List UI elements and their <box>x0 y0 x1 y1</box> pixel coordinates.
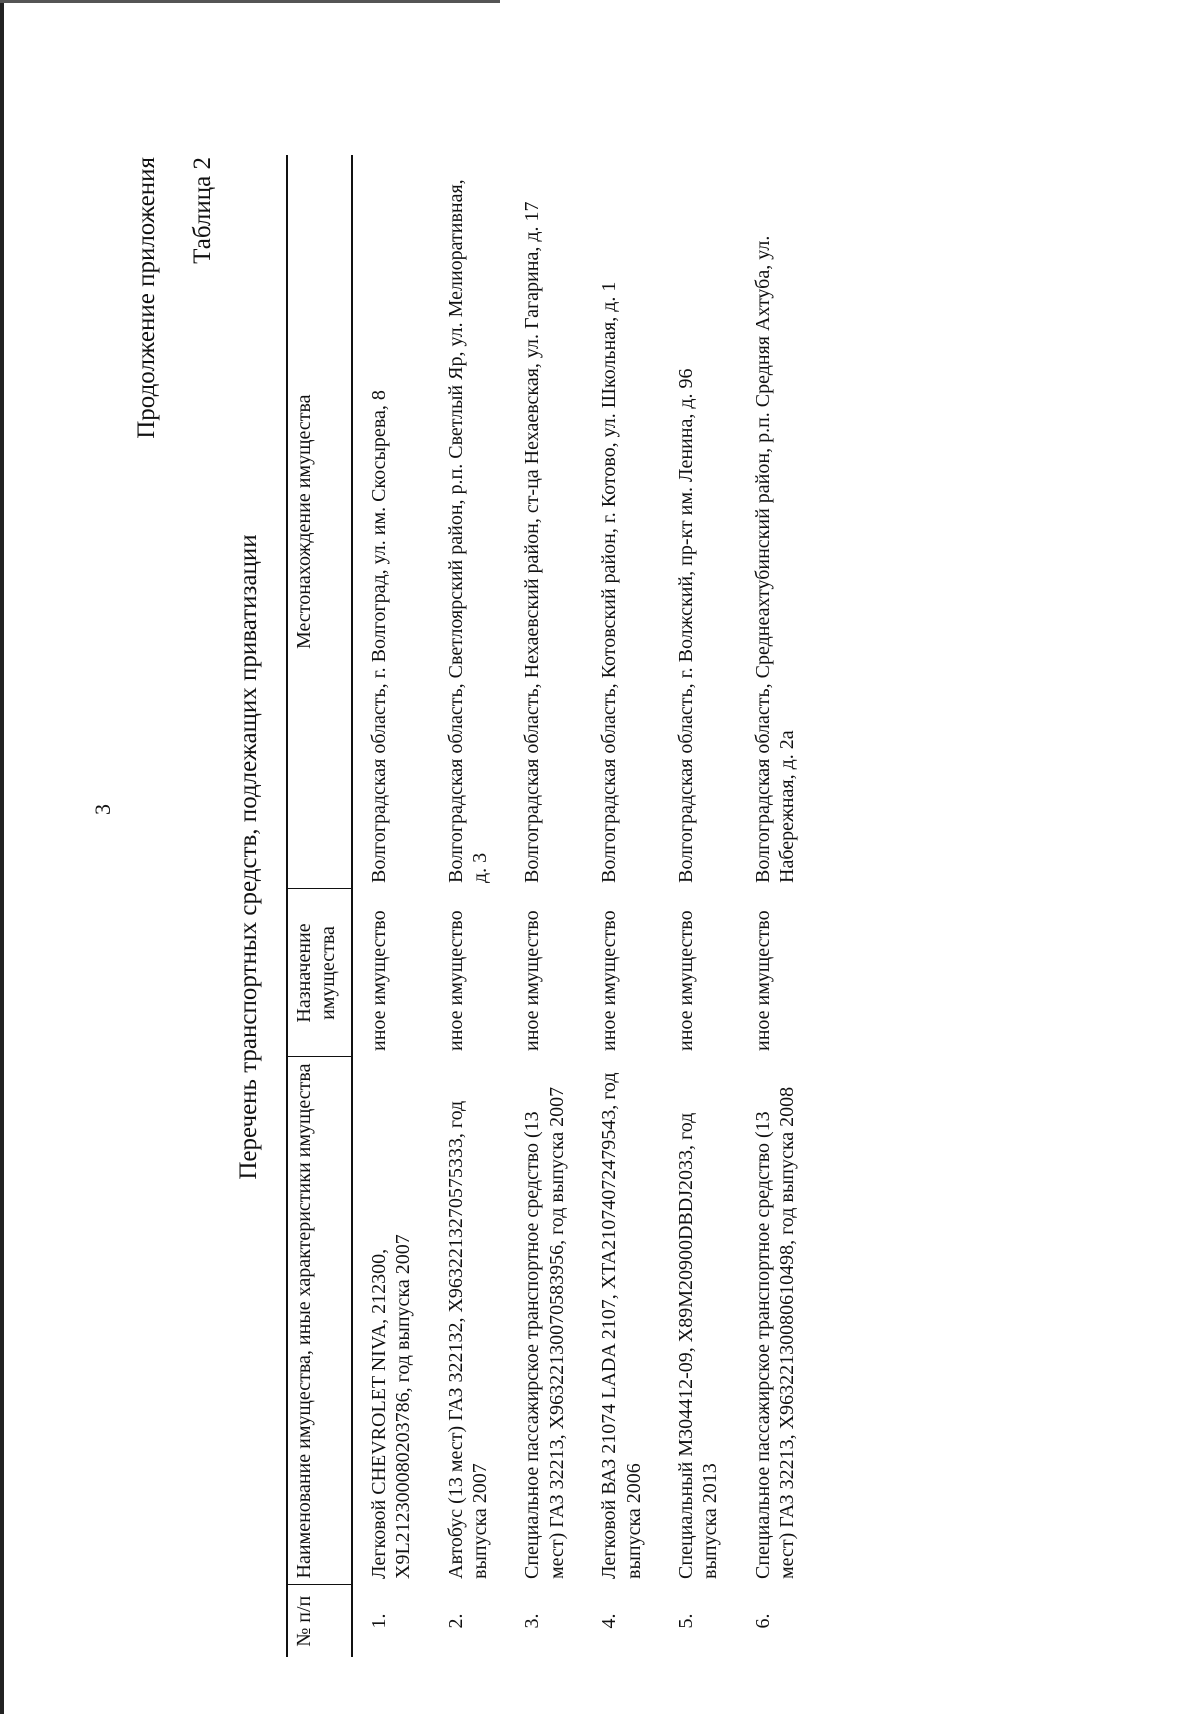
table-row <box>583 155 660 1657</box>
table-row <box>660 155 737 1657</box>
row-name: Легковой ВАЗ 21074 LADA 2107, XTA21074072479543, год выпуска 2006 <box>598 1072 645 1579</box>
scan-edge-line <box>0 0 4 1714</box>
row-purpose: иное имущество <box>598 910 621 1051</box>
row-location: Волгоградская область, г. Волгоград, ул. им. Скосырева, 8 <box>367 390 390 883</box>
document-title: Перечень транспортных средств, подлежащих приватизации <box>235 534 262 1180</box>
vehicles-table <box>286 155 813 1657</box>
table-row <box>737 155 814 1657</box>
table-row <box>352 155 430 1657</box>
row-name: Специальное пассажирское транспортное средство (13 мест) ГАЗ 32213, X96322130080610498, год выпуска 2008 <box>751 1086 799 1579</box>
row-name: Легковой CHEVROLET NIVA, 212300, X9L212300080203786, год выпуска 2007 <box>367 1234 415 1579</box>
row-purpose: иное имущество <box>367 910 390 1051</box>
row-number: 5. <box>674 1613 697 1629</box>
row-location: Волгоградская область, Среднеахтубинский район, р.п. Средняя Ахтуба, ул. Набережная, д. 2а <box>751 235 799 883</box>
table-row <box>506 155 583 1657</box>
row-purpose: иное имущество <box>751 910 774 1051</box>
scan-top-line <box>0 0 500 3</box>
column-header-name: Наименование имущества, иные характеристики имущества <box>287 1057 352 1585</box>
page-number: 3 <box>90 804 115 815</box>
table-header-row <box>287 155 352 1657</box>
row-purpose: иное имущество <box>444 910 467 1051</box>
row-number: 4. <box>598 1613 621 1629</box>
row-location: Волгоградская область, Светлоярский район, р.п. Светлый Яр, ул. Мелиоративная, д. 3 <box>444 179 491 883</box>
row-location: Волгоградская область, г. Волжский, пр-кт им. Ленина, д. 96 <box>674 368 697 883</box>
row-number: 6. <box>751 1613 774 1629</box>
table-row <box>430 155 507 1657</box>
column-header-location: Местонахождение имущества <box>287 155 352 889</box>
row-name: Специальное пассажирское транспортное средство (13 мест) ГАЗ 32213, X96322130070583956, год выпуска 2007 <box>521 1086 568 1579</box>
row-purpose: иное имущество <box>674 910 697 1051</box>
column-header-number: № п/п <box>287 1585 352 1657</box>
row-name: Автобус (13 мест) ГАЗ 322132, X9632213270575333, год выпуска 2007 <box>444 1100 491 1579</box>
row-location: Волгоградская область, Котовский район, г. Котово, ул. Школьная, д. 1 <box>598 281 621 883</box>
row-number: 1. <box>367 1613 390 1629</box>
row-name: Специальный М304412-09, X89M20900DBDJ2033, год выпуска 2013 <box>674 1112 722 1579</box>
table-label: Таблица 2 <box>188 157 216 264</box>
row-number: 3. <box>521 1613 544 1629</box>
row-purpose: иное имущество <box>521 910 544 1051</box>
appendix-header <box>128 157 221 439</box>
continuation-label: Продолжение приложения <box>133 157 160 439</box>
rotated-content <box>90 57 1100 1657</box>
column-header-purpose: Назначение имущества <box>287 889 352 1057</box>
row-number: 2. <box>444 1613 467 1629</box>
row-location: Волгоградская область, Нехаевский район, ст-ца Нехаевская, ул. Гагарина, д. 17 <box>521 201 544 883</box>
